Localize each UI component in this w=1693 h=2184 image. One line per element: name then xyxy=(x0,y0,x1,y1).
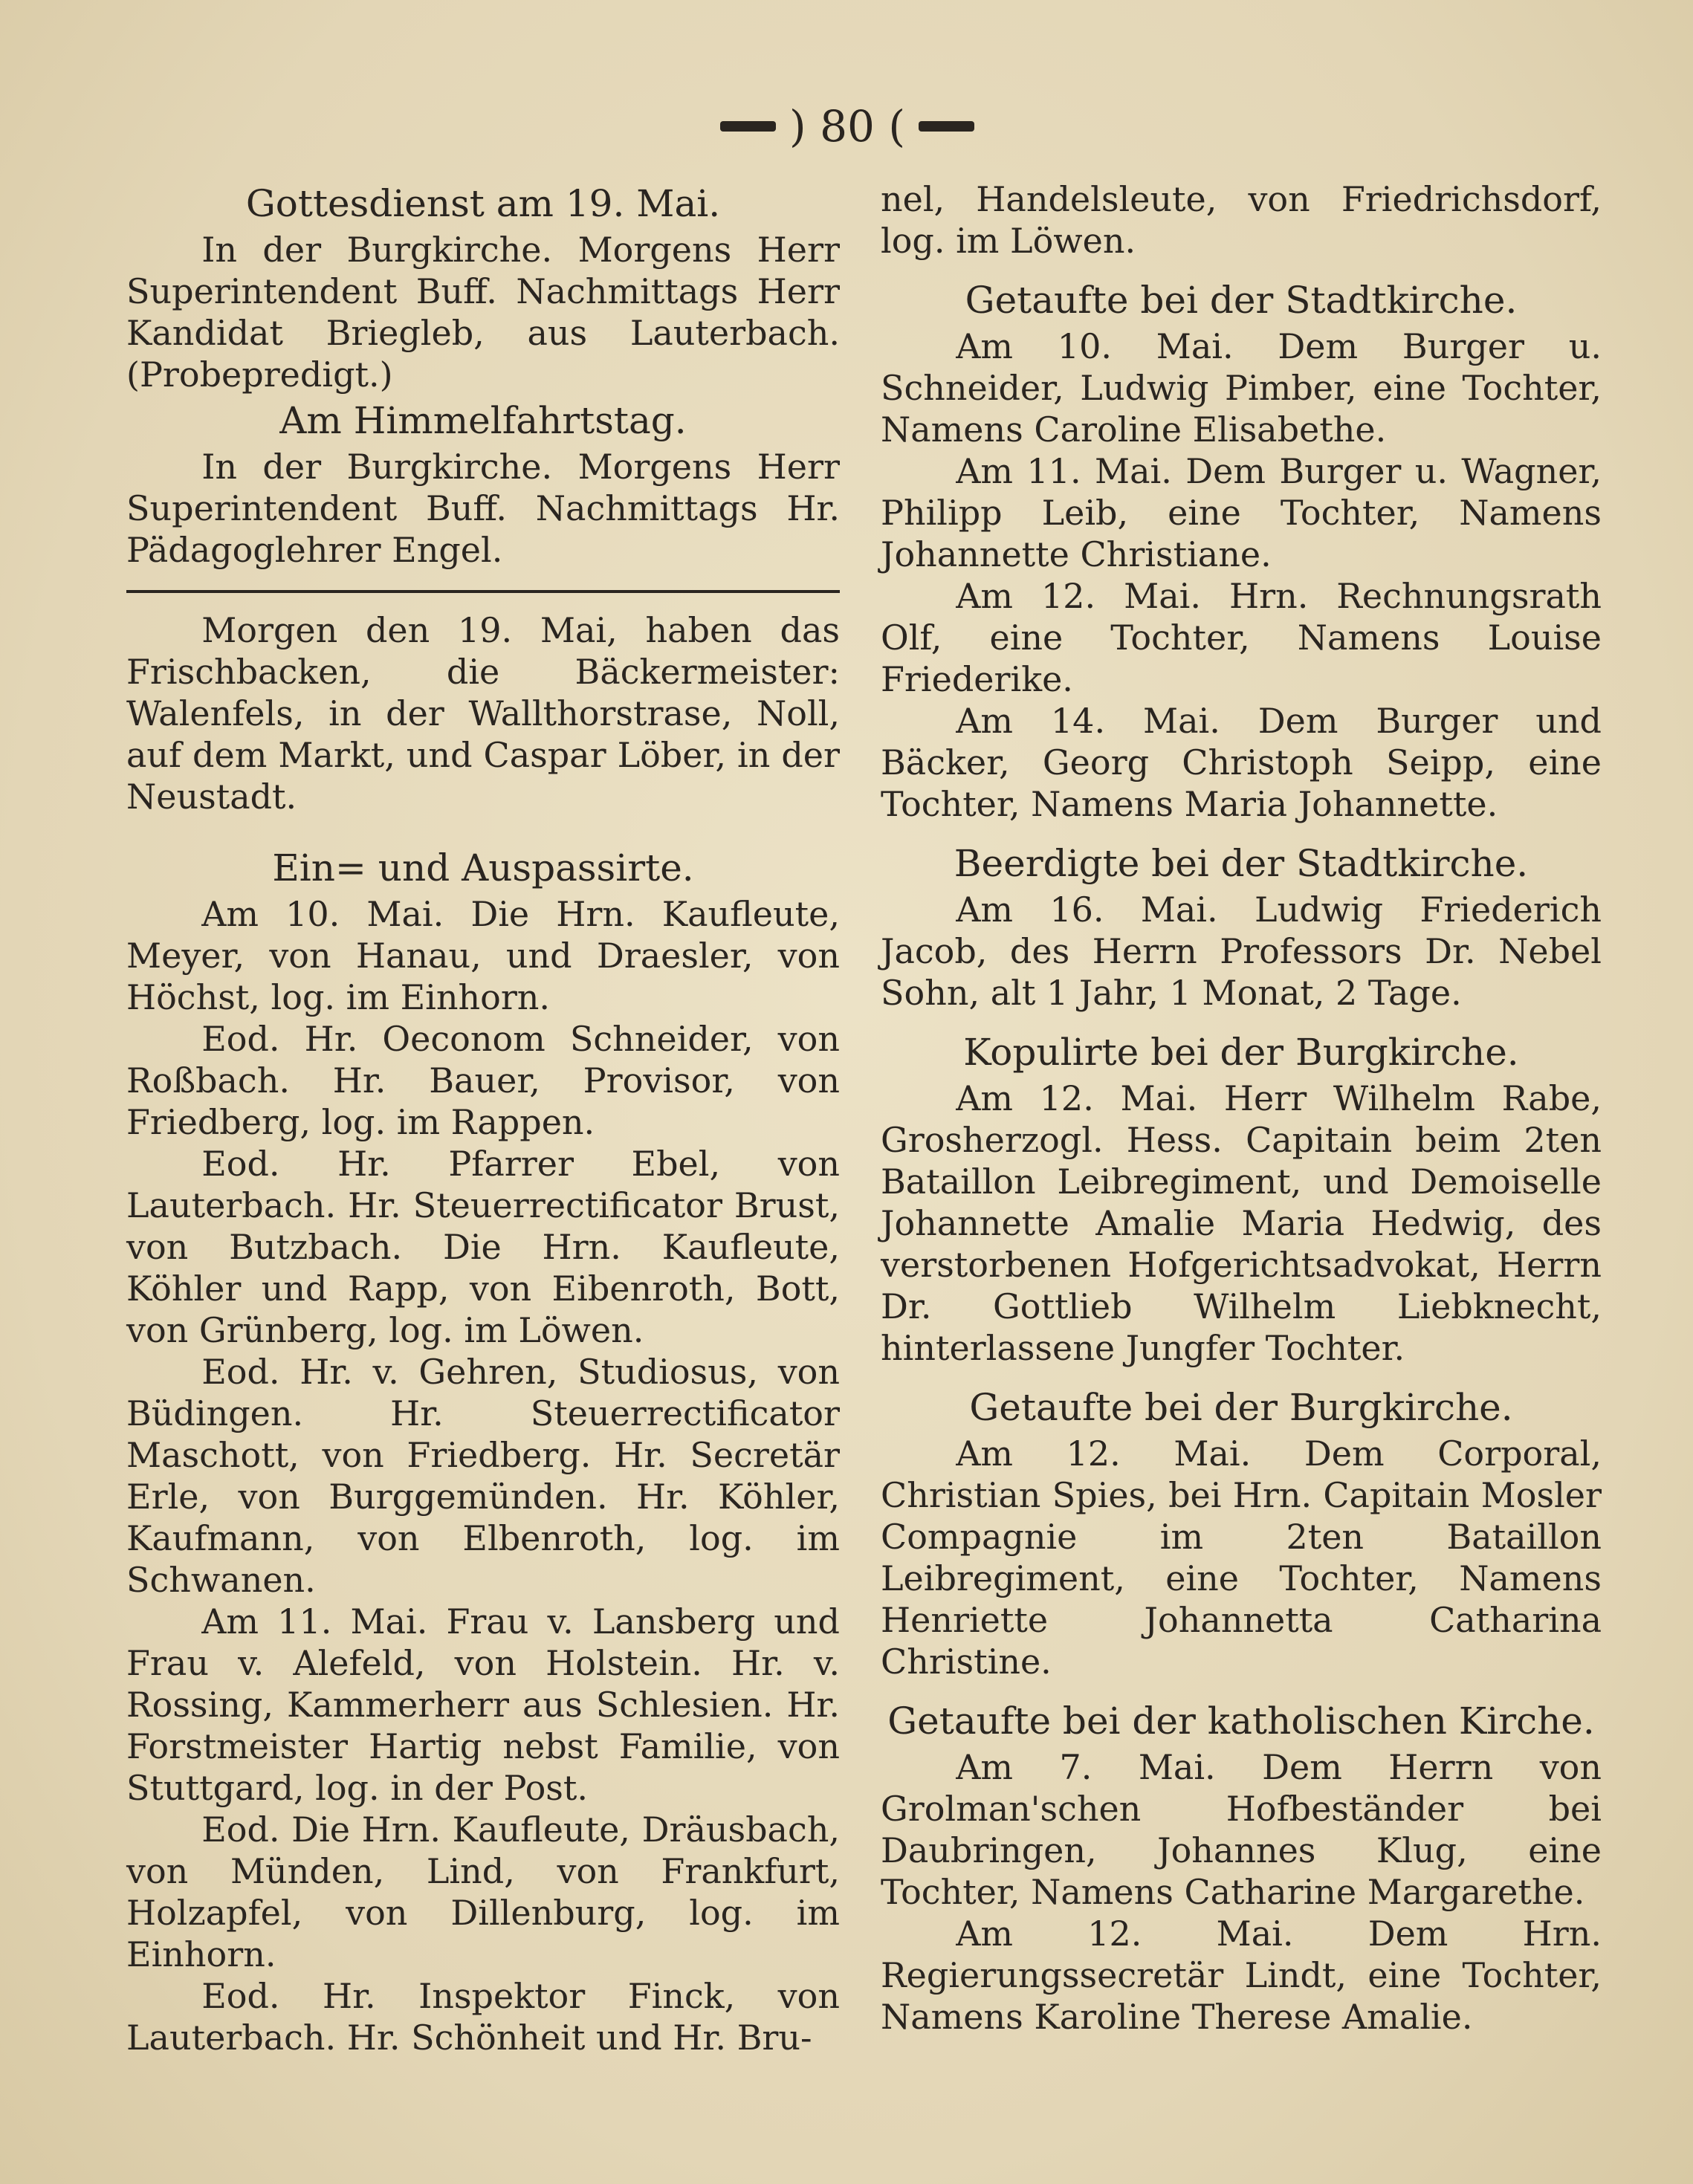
baptism-entry: Am 12. Mai. Dem Hrn. Regierungssecretär Lindt, eine Tochter, Namens Karoline Therese Amalie. xyxy=(881,1914,1602,2037)
heading-himmelfahrt: Am Himmelfahrtstag. xyxy=(279,399,687,442)
burial-entry: Am 16. Mai. Ludwig Friederich Jacob, des Herrn Professors Dr. Nebel Sohn, alt 1 Jahr, 1 Monat, 2 Tage. xyxy=(881,890,1602,1013)
right-column xyxy=(881,178,1602,2038)
baptism-entry: Am 12. Mai. Hrn. Rechnungsrath Olf, eine Tochter, Namens Louise Friederike. xyxy=(881,576,1602,699)
passirte-entry: Eod. Hr. v. Gehren, Studiosus, von Büdingen. Hr. Steuerrectificator Maschott, von Friedberg. Hr. Secretär Erle, von Burggemünden. Hr. Köhler, Kaufmann, von Elbenroth, log. im Schwanen. xyxy=(126,1352,840,1600)
baptism-entry: Am 12. Mai. Dem Corporal, Christian Spies, bei Hrn. Capitain Mosler Compagnie im 2ten Bataillon Leibregiment, eine Tochter, Namens Henriette Johannetta Catharina Christine. xyxy=(881,1433,1602,1682)
marriage-entry: Am 12. Mai. Herr Wilhelm Rabe, Grosherzogl. Hess. Capitain beim 2ten Bataillon Leibregiment, und Demoiselle Johannette Amalie Maria Hedwig, des verstorbenen Hofgerichtsadvokat, Herrn Dr. Gottlieb Wilhelm Liebknecht, hinterlassene Jungfer Tochter. xyxy=(881,1078,1602,1368)
page-header xyxy=(669,97,1026,156)
paragraph-continuation: nel, Handelsleute, von Friedrichsdorf, log. im Löwen. xyxy=(881,179,1602,261)
heading-ein-und-auspassirte: Ein= und Auspassirte. xyxy=(272,846,694,890)
heading-getaufte-burgkirche: Getaufte bei der Burgkirche. xyxy=(969,1386,1513,1429)
baptism-entry: Am 7. Mai. Dem Herrn von Grolman'schen Hofbeständer bei Daubringen, Johannes Klug, eine Tochter, Namens Catharine Margarethe. xyxy=(881,1747,1602,1912)
paragraph-burgkirche-himmelfahrt: In der Burgkirche. Morgens Herr Superintendent Buff. Nachmittags Hr. Pädagoglehrer Engel. xyxy=(126,447,840,570)
page-number: ) 80 ( xyxy=(789,101,905,152)
paragraph-burgkirche-sermon: In der Burgkirche. Morgens Herr Superintendent Buff. Nachmittags Herr Kandidat Briegleb, aus Lauterbach. (Probepredigt.) xyxy=(126,230,840,395)
baptism-entry: Am 10. Mai. Dem Burger u. Schneider, Ludwig Pimber, eine Tochter, Namens Caroline Elisabethe. xyxy=(881,326,1602,450)
passirte-entry: Am 10. Mai. Die Hrn. Kaufleute, Meyer, von Hanau, und Draesler, von Höchst, log. im Einhorn. xyxy=(126,894,840,1017)
heading-getaufte-katholisch: Getaufte bei der katholischen Kirche. xyxy=(887,1699,1595,1743)
passirte-entry: Eod. Hr. Inspektor Finck, von Lauterbach. Hr. Schönheit und Hr. Bru- xyxy=(126,1976,840,2058)
header-dash-left xyxy=(720,121,776,132)
baptism-entry: Am 11. Mai. Dem Burger u. Wagner, Philipp Leib, eine Tochter, Namens Johannette Christiane. xyxy=(881,451,1602,574)
passirte-entry: Eod. Hr. Oeconom Schneider, von Roßbach. Hr. Bauer, Provisor, von Friedberg, log. im Rappen. xyxy=(126,1019,840,1142)
left-column xyxy=(126,178,840,2058)
passirte-entry: Eod. Hr. Pfarrer Ebel, von Lauterbach. Hr. Steuerrectificator Brust, von Butzbach. Die Hrn. Kaufleute, Köhler und Rapp, von Eibenroth, Bott, von Grünberg, log. im Löwen. xyxy=(126,1144,840,1350)
baptism-entry: Am 14. Mai. Dem Burger und Bäcker, Georg Christoph Seipp, eine Tochter, Namens Maria Johannette. xyxy=(881,701,1602,824)
passirte-entry: Eod. Die Hrn. Kaufleute, Dräusbach, von Münden, Lind, von Frankfurt, Holzapfel, von Dillenburg, log. im Einhorn. xyxy=(126,1809,840,1974)
heading-beerdigte: Beerdigte bei der Stadtkirche. xyxy=(954,842,1529,885)
heading-kopulirte: Kopulirte bei der Burgkirche. xyxy=(963,1031,1519,1074)
paragraph-frischbacken: Morgen den 19. Mai, haben das Frischbacken, die Bäckermeister: Walenfels, in der Wallthorstrase, Noll, auf dem Markt, und Caspar Löber, in der Neustadt. xyxy=(126,610,840,817)
heading-getaufte-stadtkirche: Getaufte bei der Stadtkirche. xyxy=(965,279,1518,322)
passirte-entry: Am 11. Mai. Frau v. Lansberg und Frau v. Alefeld, von Holstein. Hr. v. Rossing, Kammerherr aus Schlesien. Hr. Forstmeister Hartig nebst Familie, von Stuttgard, log. in der Post. xyxy=(126,1601,840,1808)
section-divider xyxy=(126,590,840,593)
heading-gottesdienst: Gottesdienst am 19. Mai. xyxy=(245,182,721,225)
header-dash-right xyxy=(919,121,974,132)
